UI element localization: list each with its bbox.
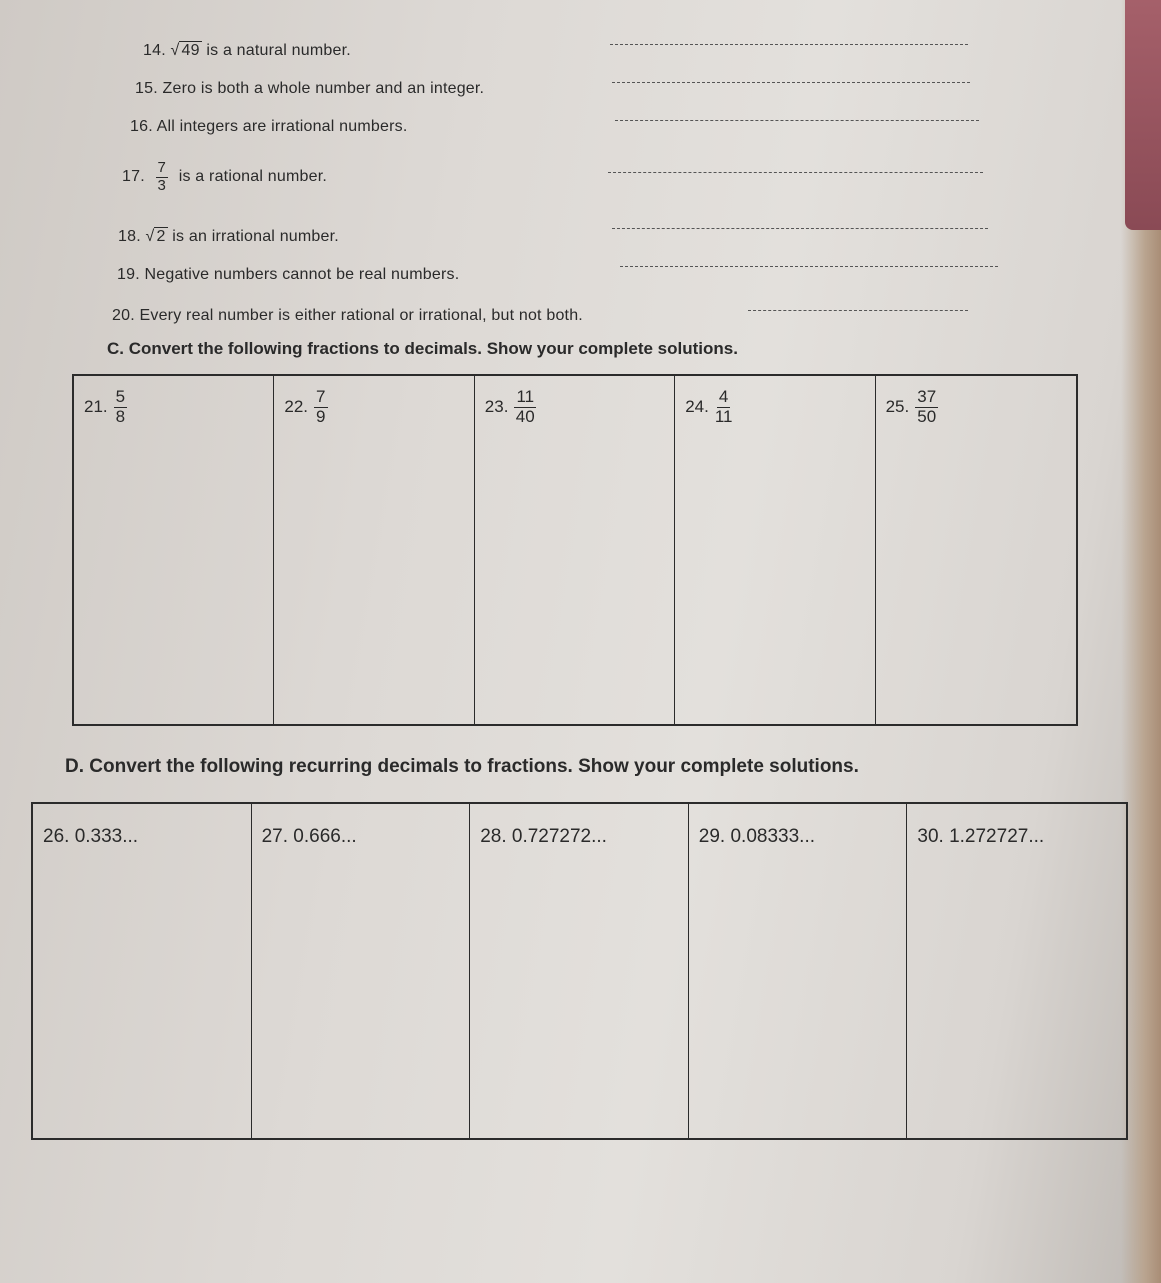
fraction: $\frac{11}{40}$ [515,387,535,426]
answer-cell-23[interactable] [475,376,675,724]
item-21: 21. $\frac{5}{8}$ [84,387,126,426]
statement-15: 15. Zero is both a whole number and an integer. [135,80,485,97]
section-d-heading: D. Convert the following recurring decimals to fractions. Show your complete solutions. [65,756,859,777]
answer-line-20[interactable] [748,310,968,311]
item-28: 28. 0.727272... [480,826,607,847]
item-25: 25. $\frac{37}{50}$ [885,387,937,426]
answer-line-15[interactable] [612,82,970,83]
fraction: $\frac{4}{11}$ [714,387,733,426]
statement-17: 17. $\frac{7}{3}$ is a rational number. [122,159,327,194]
answer-cell-27[interactable] [252,804,471,1138]
section-c-table [72,374,1078,726]
answer-cell-30[interactable] [907,804,1126,1138]
answer-cell-22[interactable] [274,376,474,724]
fraction: $\frac{7}{9}$ [316,387,326,426]
item-22: 22. $\frac{7}{9}$ [284,387,326,426]
answer-cell-24[interactable] [675,376,875,724]
statement-18: 18. √ 2 is an irrational number. [118,228,339,245]
answer-line-17[interactable] [608,172,983,173]
item-30: 30. 1.272727... [917,826,1045,847]
answer-line-16[interactable] [615,120,979,121]
fraction: $\frac{37}{50}$ [917,387,937,426]
answer-cell-25[interactable] [876,376,1076,724]
section-c-heading: C. Convert the following fractions to decimals. Show your complete solutions. [107,339,738,358]
answer-cell-29[interactable] [689,804,908,1138]
answer-cell-21[interactable] [74,376,274,724]
item-24: 24. $\frac{4}{11}$ [685,387,733,426]
item-23: 23. $\frac{11}{40}$ [484,387,535,426]
answer-cell-28[interactable] [470,804,689,1138]
statement-16: 16. All integers are irrational numbers. [130,118,408,135]
statement-19: 19. Negative numbers cannot be real numbers. [117,266,460,283]
sqrt-symbol: √ 2 [145,228,166,245]
answer-line-19[interactable] [620,266,998,267]
answer-cell-26[interactable] [33,804,252,1138]
statement-14: 14. √ 49 is a natural number. [143,42,351,59]
sqrt-symbol: √ 49 [170,42,200,59]
item-27: 27. 0.666... [261,826,357,847]
fraction: $\frac{7}{3}$ [157,159,167,194]
item-29: 29. 0.08333... [698,826,816,847]
binder-tab [1125,0,1161,230]
section-d-table [31,802,1128,1140]
answer-line-14[interactable] [610,44,968,45]
statement-20: 20. Every real number is either rational or irrational, but not both. [112,307,583,324]
answer-line-18[interactable] [612,228,988,229]
fraction: $\frac{5}{8}$ [115,387,126,426]
item-26: 26. 0.333... [43,826,139,847]
